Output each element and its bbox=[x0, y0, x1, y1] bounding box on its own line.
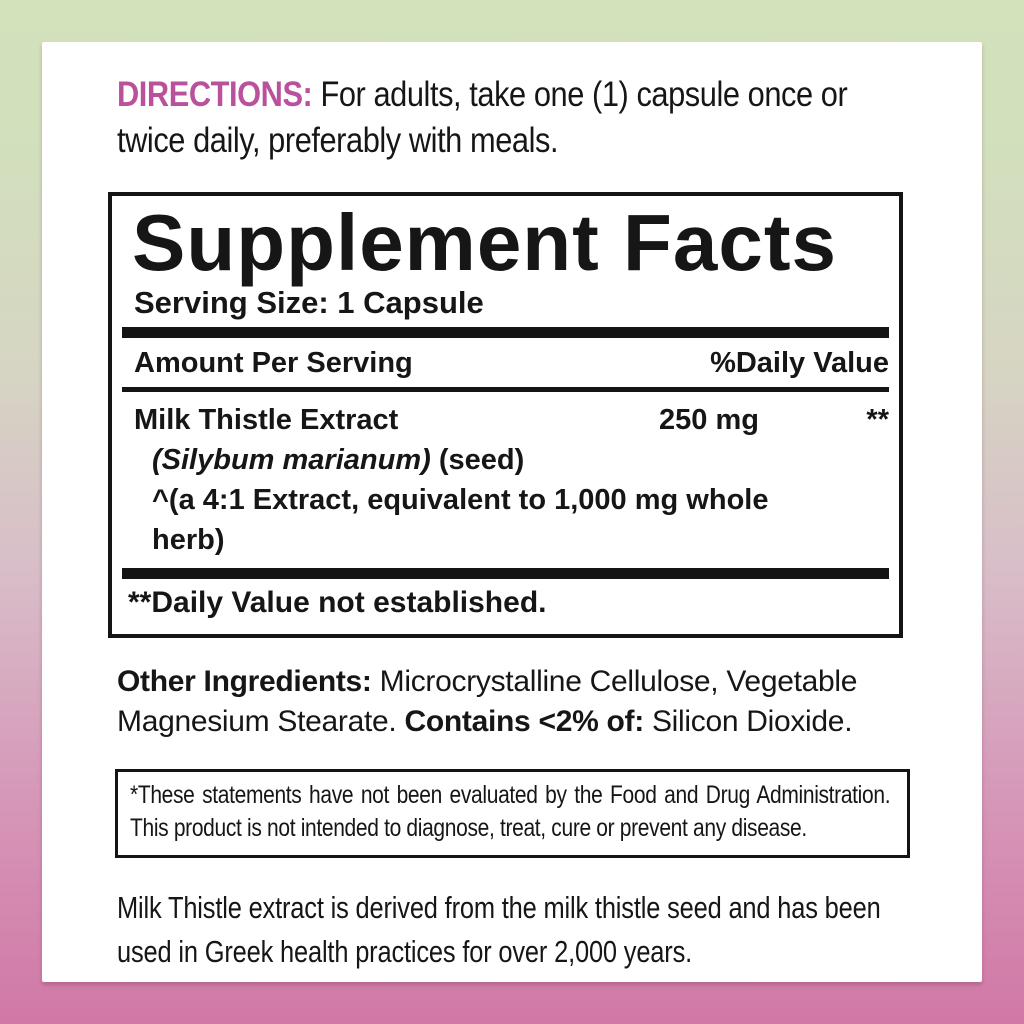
directions-text: For adults, take one (1) capsule once or twice daily, preferably with meals. bbox=[117, 75, 848, 160]
other-ingredients-paragraph bbox=[117, 662, 949, 744]
fda-disclaimer-text: *These statements have not been evaluated by the Food and Drug Administration. This product is not intended to diagnose, treat, cure or prevent any disease. bbox=[130, 781, 891, 843]
ingredient-latin-line bbox=[152, 440, 889, 480]
directions-paragraph bbox=[117, 72, 909, 164]
label-card bbox=[42, 42, 982, 982]
ingredient-equivalence: ^(a 4:1 Extract, equivalent to 1,000 mg whole herb) bbox=[152, 483, 769, 556]
amount-per-serving-header: Amount Per Serving bbox=[134, 347, 413, 380]
ingredient-plant-part: (seed) bbox=[438, 443, 525, 476]
directions-label: DIRECTIONS: bbox=[117, 75, 313, 114]
divider-thin bbox=[122, 387, 889, 392]
supplement-facts-panel bbox=[108, 192, 903, 638]
other-ingredients-list: Microcrystalline Cellulose, Vegetable Magnesium Stearate. bbox=[117, 664, 858, 739]
divider-thick-top bbox=[122, 327, 889, 338]
facts-header-row bbox=[134, 345, 889, 381]
serving-size: Serving Size: 1 Capsule bbox=[134, 285, 484, 321]
ingredient-name: Milk Thistle Extract bbox=[134, 403, 399, 436]
fda-disclaimer-box bbox=[115, 769, 910, 858]
ingredient-daily-value: ** bbox=[866, 403, 889, 436]
daily-value-header: %Daily Value bbox=[710, 347, 889, 380]
supplement-facts-title: Supplement Facts bbox=[132, 197, 838, 287]
ingredient-main-line bbox=[122, 400, 889, 440]
divider-thick-bottom bbox=[122, 568, 889, 579]
contains-label: Contains <2% of: bbox=[404, 705, 644, 739]
table-row bbox=[122, 400, 889, 560]
other-ingredients-label: Other Ingredients: bbox=[117, 664, 372, 698]
ingredient-latin-name: (Silybum marianum) bbox=[152, 443, 431, 476]
contains-list: Silicon Dioxide. bbox=[651, 705, 853, 739]
ingredient-amount: 250 mg bbox=[659, 403, 759, 436]
daily-value-footnote: **Daily Value not established. bbox=[128, 585, 547, 619]
product-description: Milk Thistle extract is derived from the milk thistle seed and has been used in Greek health practices for over 2,000 years. bbox=[117, 889, 881, 969]
